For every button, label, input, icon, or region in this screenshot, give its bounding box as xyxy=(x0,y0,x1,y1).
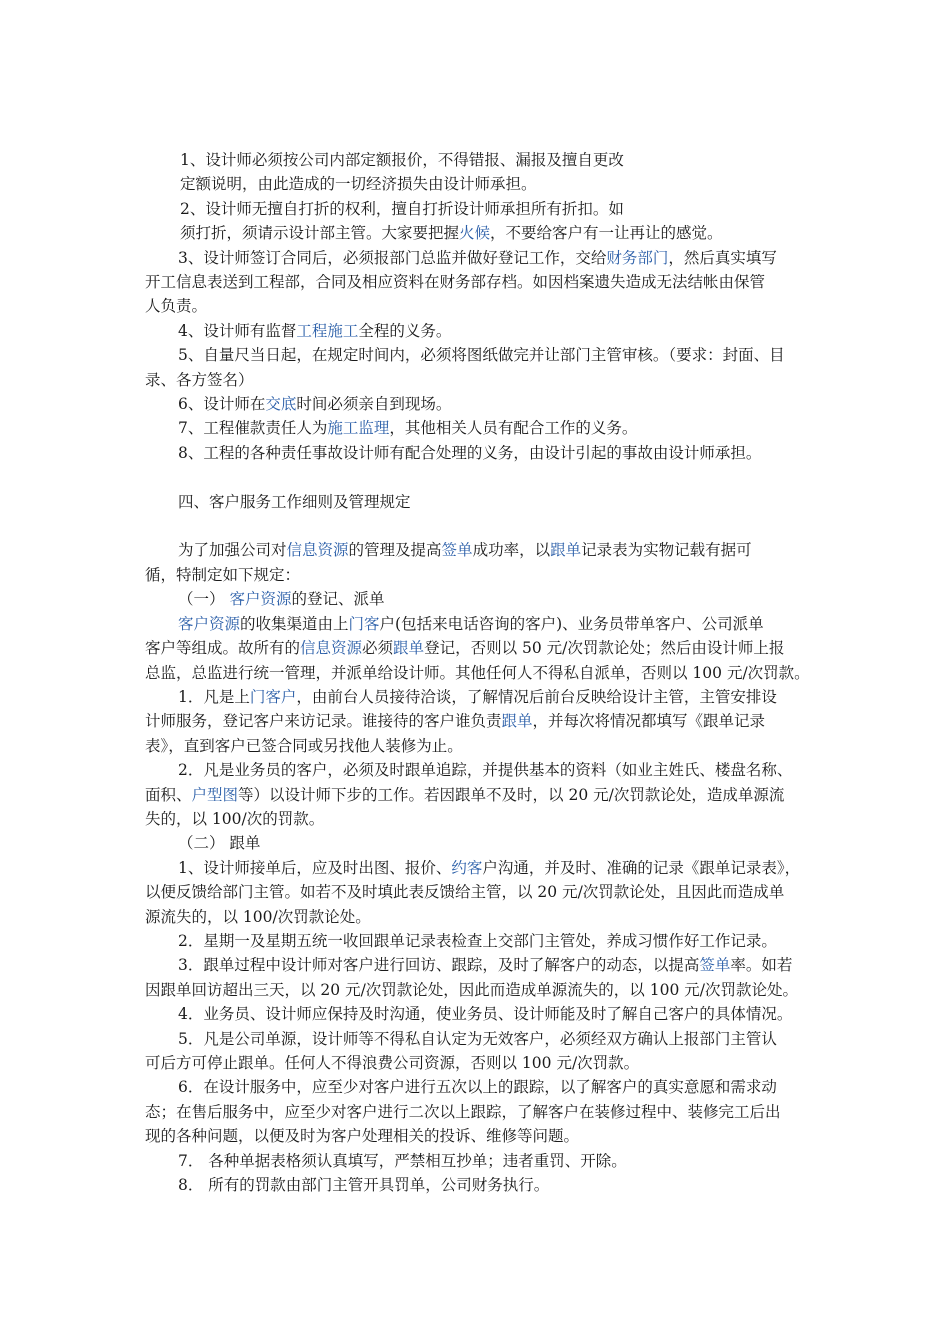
text-run: ，其他相关人员有配合工作的义务。 xyxy=(389,419,638,438)
text-run: 8、工程的各种责任事故设计师有配合处理的义务，由设计引起的事故由设计师承担。 xyxy=(178,443,762,462)
text-run: 为了加强公司对 xyxy=(178,541,287,560)
inline-link[interactable]: 门客 xyxy=(348,614,380,633)
text-run: 四、客户服务工作细则及管理规定 xyxy=(178,492,411,511)
text-line xyxy=(145,734,815,758)
text-line xyxy=(145,807,815,831)
text-run: 1．凡是上 xyxy=(178,687,250,706)
text-run: 定额说明，由此造成的一切经济损失由设计师承担。 xyxy=(180,175,537,194)
text-line xyxy=(145,294,815,318)
text-run: 的收集渠道由上 xyxy=(240,614,349,633)
text-run: 面积、 xyxy=(145,785,192,804)
inline-link[interactable]: 约客 xyxy=(451,858,483,877)
text-line xyxy=(145,246,815,270)
text-run: 总监，总监进行统一管理，并派单给设计师。其他任何人不得私自派单，否则以 100 元/次罚款。 xyxy=(145,663,810,682)
text-line xyxy=(145,929,815,953)
text-line xyxy=(145,783,815,807)
text-run: 成功率，以 xyxy=(472,541,551,560)
inline-link[interactable]: 门客户 xyxy=(249,687,297,706)
text-line xyxy=(145,661,815,685)
inline-link[interactable]: 签单 xyxy=(441,541,473,560)
text-run: 3．跟单过程中设计师对客户进行回访、跟踪，及时了解客户的动态，以提高 xyxy=(178,956,700,975)
inline-link[interactable]: 跟单 xyxy=(393,639,425,658)
text-run: 5、自量尺当日起，在规定时间内，必须将图纸做完并让部门主管审核。（要求：封面、目 xyxy=(178,346,785,365)
text-run: 客户等组成。故所有的 xyxy=(145,639,301,658)
inline-link[interactable]: 财务部门 xyxy=(606,248,669,267)
text-run: 2．凡是业务员的客户，必须及时跟单追踪，并提供基本的资料（如业主姓氏、楼盘名称、 xyxy=(178,761,793,780)
text-line xyxy=(145,368,815,392)
text-run: 现的各种问题，以便及时为客户处理相关的投诉、维修等问题。 xyxy=(145,1127,580,1146)
text-run: （二） 跟单 xyxy=(178,834,261,853)
text-line xyxy=(145,709,815,733)
subsection-heading xyxy=(145,831,815,855)
text-run: 时间必须亲自到现场。 xyxy=(296,395,452,414)
inline-link[interactable]: 信息资源 xyxy=(300,639,363,658)
text-line xyxy=(145,221,815,245)
text-run: 1、设计师必须按公司内部定额报价，不得错报、漏报及擅自更改 xyxy=(180,151,624,169)
text-run: 须打折，须请示设计部主管。大家要把握 xyxy=(180,224,460,243)
text-run: 源流失的，以 100/次罚款论处。 xyxy=(145,907,371,926)
text-run: 记录表为实物记载有据可 xyxy=(581,541,752,560)
text-line xyxy=(145,319,815,343)
text-run: 必须 xyxy=(362,639,394,658)
inline-link[interactable]: 客户资源 xyxy=(178,614,241,633)
text-line xyxy=(145,1173,815,1197)
text-run: 率。如若 xyxy=(730,956,793,975)
text-line xyxy=(145,441,815,465)
text-line xyxy=(145,343,815,367)
text-line xyxy=(145,1027,815,1051)
text-line xyxy=(145,1149,815,1173)
text-line xyxy=(145,953,815,977)
text-line xyxy=(145,197,815,221)
section-heading xyxy=(145,490,815,514)
text-line xyxy=(145,1100,815,1124)
text-run: 2．星期一及星期五统一收回跟单记录表检查上交部门主管处，养成习惯作好工作记录。 xyxy=(178,931,777,950)
text-line xyxy=(145,1002,815,1026)
text-line xyxy=(145,612,815,636)
text-line xyxy=(145,172,815,196)
text-run: 2、设计师无擅自打折的权利，擅自打折设计师承担所有折扣。如 xyxy=(180,199,624,218)
text-run: 户(包括来电话咨询的客户)、业务员带单客户、公司派单 xyxy=(379,614,764,633)
text-line xyxy=(145,563,815,587)
paragraph-gap xyxy=(145,465,815,489)
text-run: 可后方可停止跟单。任何人不得浪费公司资源，否则以 100 元/次罚款。 xyxy=(145,1054,640,1072)
text-run: 登记，否则以 50 元/次罚款论处；然后由设计师上报 xyxy=(424,639,785,658)
text-run: 因跟单回访超出三天，以 20 元/次罚款论处，因此而造成单源流失的，以 100 元/次罚款论处。 xyxy=(145,980,798,999)
text-run: 计师服务，登记客户来访记录。谁接待的客户谁负责 xyxy=(145,712,502,731)
text-line xyxy=(145,270,815,294)
inline-link[interactable]: 工程施工 xyxy=(296,321,359,340)
text-line xyxy=(145,1124,815,1148)
text-run: ，不要给客户有一让再让的感觉。 xyxy=(490,224,723,243)
text-line xyxy=(145,685,815,709)
text-run: 4．业务员、设计师应保持及时沟通，使业务员、设计师能及时了解自己客户的具体情况。 xyxy=(178,1005,793,1024)
text-line xyxy=(145,148,815,172)
text-run: 等）以设计师下步的工作。若因跟单不及时，以 20 元/次罚款论处，造成单源流 xyxy=(238,785,785,804)
text-run: 4、设计师有监督 xyxy=(178,321,297,340)
text-line xyxy=(145,905,815,929)
text-line xyxy=(145,416,815,440)
text-run: 录、各方签名） xyxy=(145,370,254,389)
text-run: 表》，直到客户已签合同或另找他人装修为止。 xyxy=(145,736,463,755)
text-run: 开工信息表送到工程部，合同及相应资料在财务部存档。如因档案遗失造成无法结帐由保管 xyxy=(145,273,766,292)
text-line xyxy=(145,538,815,562)
inline-link[interactable]: 施工监理 xyxy=(327,419,390,438)
text-line xyxy=(145,856,815,880)
text-line xyxy=(145,1051,815,1075)
text-run: （一） xyxy=(178,590,230,609)
text-line xyxy=(145,978,815,1002)
subsection-heading xyxy=(145,587,815,611)
text-run: 态；在售后服务中，应至少对客户进行二次以上跟踪，了解客户在装修过程中、装修完工后出 xyxy=(145,1102,781,1121)
text-run: 3、设计师签订合同后，必须报部门总监并做好登记工作，交给 xyxy=(178,248,607,267)
paragraph-gap xyxy=(145,514,815,538)
inline-link[interactable]: 跟单 xyxy=(550,541,582,560)
text-run: 5．凡是公司单源，设计师等不得私自认定为无效客户，必须经双方确认上报部门主管认 xyxy=(178,1029,777,1048)
text-run: 7、工程催款责任人为 xyxy=(178,419,328,438)
text-run: 循，特制定如下规定： xyxy=(145,565,301,584)
text-line xyxy=(145,636,815,660)
text-run: 失的，以 100/次的罚款。 xyxy=(145,809,325,828)
text-run: 户沟通，并及时、准确的记录《跟单记录表》， xyxy=(482,858,801,877)
text-run: ，然后真实填写 xyxy=(668,248,777,267)
text-run: 7． 各种单据表格须认真填写，严禁相互抄单；违者重罚、开除。 xyxy=(178,1151,627,1170)
text-run: 6、设计师在 xyxy=(178,395,266,414)
text-line xyxy=(145,880,815,904)
text-run: 人负责。 xyxy=(145,297,208,316)
inline-link[interactable]: 信息资源 xyxy=(286,541,349,560)
text-line xyxy=(145,1075,815,1099)
inline-link[interactable]: 户型图 xyxy=(191,785,239,804)
text-run: ，由前台人员接待洽谈，了解情况后前台反映给设计主管，主管安排设 xyxy=(296,687,777,706)
inline-link[interactable]: 火候 xyxy=(459,224,491,243)
text-run: 的登记、派单 xyxy=(291,590,385,609)
inline-link[interactable]: 签单 xyxy=(699,956,731,975)
text-run: ，并每次将情况都填写《跟单记录 xyxy=(532,712,766,731)
text-run: 的管理及提高 xyxy=(348,541,442,560)
inline-link[interactable]: 跟单 xyxy=(501,712,533,731)
document-page xyxy=(145,148,815,1197)
text-run: 全程的义务。 xyxy=(358,321,452,340)
text-run: 6．在设计服务中，应至少对客户进行五次以上的跟踪，以了解客户的真实意愿和需求动 xyxy=(178,1078,777,1097)
text-run: 8． 所有的罚款由部门主管开具罚单，公司财务执行。 xyxy=(178,1176,550,1195)
text-line xyxy=(145,758,815,782)
text-run: 以便反馈给部门主管。如若不及时填此表反馈给主管，以 20 元/次罚款论处，且因此而造成单 xyxy=(145,883,785,902)
text-line xyxy=(145,392,815,416)
text-run: 1、设计师接单后，应及时出图、报价、 xyxy=(178,858,452,877)
inline-link[interactable]: 客户资源 xyxy=(229,590,292,609)
inline-link[interactable]: 交底 xyxy=(265,395,297,414)
